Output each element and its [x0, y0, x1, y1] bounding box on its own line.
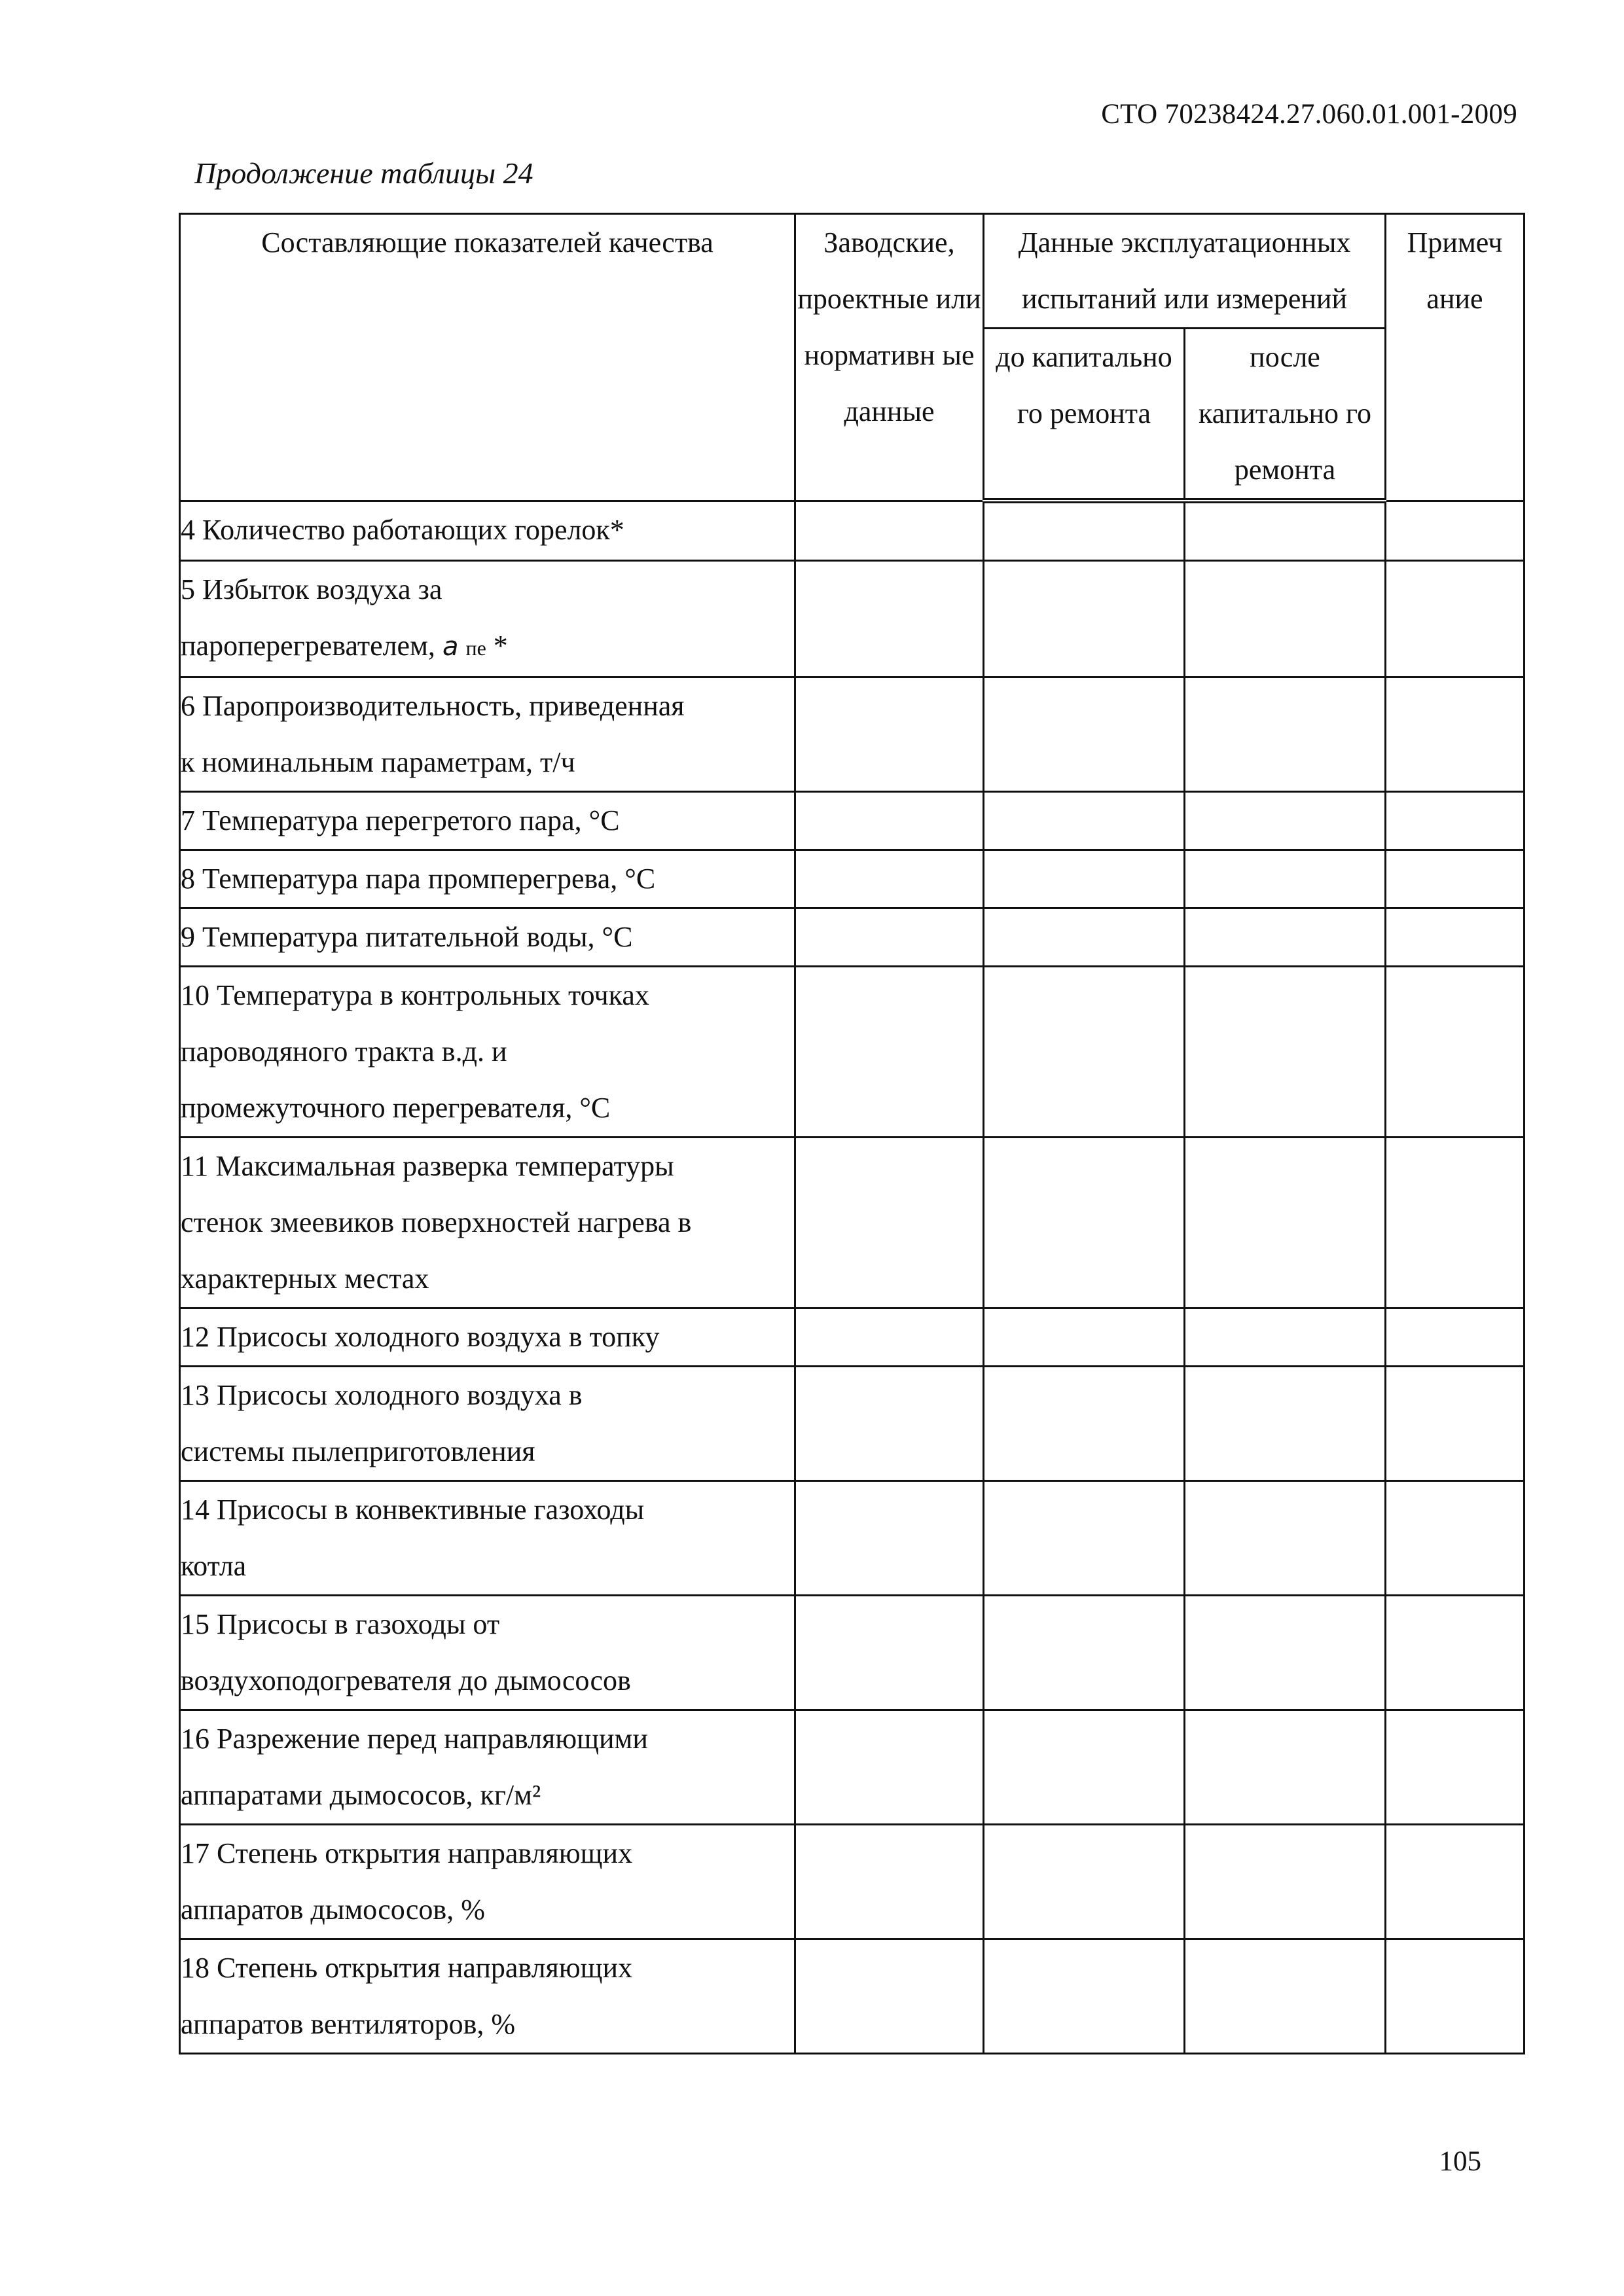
table-row [180, 1308, 1525, 1367]
parameter-name-cell [180, 967, 795, 1138]
table-caption: Продолжение таблицы 24 [194, 156, 533, 190]
note-cell [1386, 908, 1525, 967]
parameter-name: 12 Присосы холодного воздуха в топку [181, 1321, 660, 1353]
after-repair-cell [1185, 967, 1386, 1138]
column-header-factory: Заводские, проектные или нормативн ые данные [795, 214, 984, 501]
note-cell [1386, 1138, 1525, 1308]
factory-value-cell [795, 967, 984, 1138]
note-cell [1386, 1939, 1525, 2054]
parameter-name-cell [180, 1710, 795, 1825]
table-row [180, 967, 1525, 1138]
after-repair-cell [1185, 561, 1386, 677]
parameter-name: 15 Присосы в газоходы от воздухоподогревателя до дымососов [181, 1608, 631, 1696]
parameter-symbol: a [442, 632, 459, 662]
parameter-name: 7 Температура перегретого пара, °С [181, 804, 620, 836]
quality-indicators-table [179, 213, 1525, 2054]
after-repair-cell [1185, 1367, 1386, 1481]
after-repair-cell [1185, 1939, 1386, 2054]
table-row [180, 1939, 1525, 2054]
table-row [180, 1138, 1525, 1308]
parameter-name-cell [180, 677, 795, 792]
factory-value-cell [795, 1939, 984, 2054]
after-repair-cell [1185, 1481, 1386, 1596]
parameter-name-cell [180, 1939, 795, 2054]
factory-value-cell [795, 1481, 984, 1596]
parameter-name: 14 Присосы в конвективные газоходы котла [181, 1494, 645, 1582]
parameter-name: 17 Степень открытия направляющих аппаратов дымососов, % [181, 1837, 633, 1926]
table-row [180, 677, 1525, 792]
before-repair-cell [984, 1596, 1185, 1710]
factory-value-cell [795, 501, 984, 561]
parameter-name-cell [180, 561, 795, 677]
column-header-note: Примеч ание [1386, 214, 1525, 501]
note-cell [1386, 501, 1525, 561]
note-cell [1386, 561, 1525, 677]
after-repair-cell [1185, 908, 1386, 967]
table-body [180, 501, 1525, 2054]
factory-value-cell [795, 1308, 984, 1367]
parameter-name: 9 Температура питательной воды, °С [181, 921, 633, 953]
table-row [180, 1825, 1525, 1939]
factory-value-cell [795, 1710, 984, 1825]
before-repair-cell [984, 1138, 1185, 1308]
before-repair-cell [984, 561, 1185, 677]
after-repair-cell [1185, 792, 1386, 850]
factory-value-cell [795, 1825, 984, 1939]
parameter-name-cell [180, 1308, 795, 1367]
after-repair-cell [1185, 677, 1386, 792]
factory-value-cell [795, 561, 984, 677]
parameter-name: 8 Температура пара промперегрева, °С [181, 863, 656, 895]
parameter-name: 6 Паропроизводительность, приведенная к номинальным параметрам, т/ч [181, 690, 685, 778]
table-row [180, 1710, 1525, 1825]
note-cell [1386, 967, 1525, 1138]
parameter-name: 18 Степень открытия направляющих аппаратов вентиляторов, % [181, 1952, 633, 2040]
note-cell [1386, 677, 1525, 792]
before-repair-cell [984, 1939, 1185, 2054]
before-repair-cell [984, 792, 1185, 850]
parameter-name: 10 Температура в контрольных точках пароводяного тракта в.д. и промежуточного перегревателя, °С [181, 979, 649, 1124]
note-cell [1386, 792, 1525, 850]
factory-value-cell [795, 850, 984, 908]
column-header-component: Составляющие показателей качества [180, 214, 795, 501]
table-row [180, 1481, 1525, 1596]
parameter-name-cell [180, 1367, 795, 1481]
column-header-before-repair: до капитально го ремонта [984, 329, 1185, 501]
note-cell [1386, 1308, 1525, 1367]
note-cell [1386, 1481, 1525, 1596]
note-cell [1386, 850, 1525, 908]
factory-value-cell [795, 1367, 984, 1481]
before-repair-cell [984, 1710, 1185, 1825]
parameter-name-cell [180, 1138, 795, 1308]
factory-value-cell [795, 1596, 984, 1710]
before-repair-cell [984, 1825, 1185, 1939]
after-repair-cell [1185, 1710, 1386, 1825]
before-repair-cell [984, 1481, 1185, 1596]
before-repair-cell [984, 501, 1185, 561]
parameter-name: 5 Избыток воздуха за пароперегревателем, [181, 573, 442, 662]
parameter-suffix: * [486, 630, 508, 662]
note-cell [1386, 1710, 1525, 1825]
before-repair-cell [984, 850, 1185, 908]
before-repair-cell [984, 1367, 1185, 1481]
parameter-name-cell [180, 501, 795, 561]
table-row [180, 792, 1525, 850]
factory-value-cell [795, 1138, 984, 1308]
factory-value-cell [795, 677, 984, 792]
before-repair-cell [984, 677, 1185, 792]
parameter-name: 4 Количество работающих горелок* [181, 513, 624, 546]
after-repair-cell [1185, 850, 1386, 908]
column-header-operational: Данные эксплуатационных испытаний или измерений [984, 214, 1386, 329]
parameter-name: 11 Максимальная разверка температуры стенок змеевиков поверхностей нагрева в характерных местах [181, 1150, 692, 1295]
page-number: 105 [1439, 2146, 1481, 2177]
parameter-name: 13 Присосы холодного воздуха в системы пылеприготовления [181, 1379, 583, 1467]
document-code: СТО 70238424.27.060.01.001-2009 [1101, 99, 1517, 130]
after-repair-cell [1185, 1825, 1386, 1939]
table-row [180, 850, 1525, 908]
before-repair-cell [984, 1308, 1185, 1367]
note-cell [1386, 1367, 1525, 1481]
parameter-name-cell [180, 1481, 795, 1596]
column-header-after-repair: после капитально го ремонта [1185, 329, 1386, 501]
parameter-subscript: пе [465, 636, 486, 660]
table-row [180, 1596, 1525, 1710]
note-cell [1386, 1825, 1525, 1939]
before-repair-cell [984, 908, 1185, 967]
parameter-name-cell [180, 1825, 795, 1939]
table-row [180, 561, 1525, 677]
note-cell [1386, 1596, 1525, 1710]
before-repair-cell [984, 967, 1185, 1138]
parameter-name: 16 Разрежение перед направляющими аппаратами дымососов, кг/м² [181, 1723, 648, 1811]
factory-value-cell [795, 908, 984, 967]
parameter-name-cell [180, 850, 795, 908]
after-repair-cell [1185, 501, 1386, 561]
parameter-name-cell [180, 792, 795, 850]
table-header-row [180, 214, 1525, 329]
factory-value-cell [795, 792, 984, 850]
table-row [180, 908, 1525, 967]
after-repair-cell [1185, 1596, 1386, 1710]
parameter-name-cell [180, 908, 795, 967]
after-repair-cell [1185, 1308, 1386, 1367]
table-row [180, 1367, 1525, 1481]
after-repair-cell [1185, 1138, 1386, 1308]
parameter-name-cell [180, 1596, 795, 1710]
table-row [180, 501, 1525, 561]
